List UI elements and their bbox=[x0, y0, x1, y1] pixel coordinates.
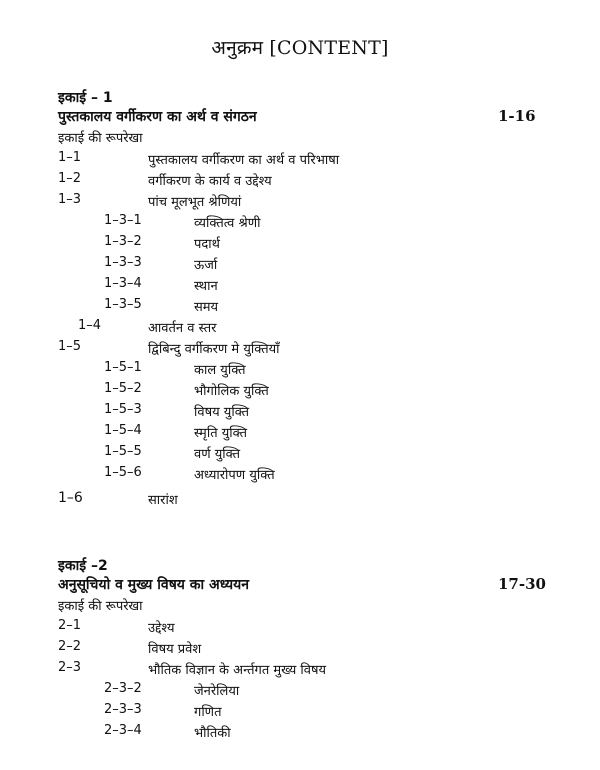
toc-row-title: वर्गीकरण के कार्य व उद्देश्य bbox=[148, 174, 272, 189]
toc-row bbox=[0, 681, 600, 702]
toc-row-title: अध्यारोपण युक्ति bbox=[194, 468, 275, 483]
toc-row bbox=[0, 213, 600, 234]
toc-row-title: भौतिक विज्ञान के अर्न्तगत मुख्य विषय bbox=[148, 663, 327, 678]
unit-title: अनुसूचियो व मुख्य विषय का अध्ययन bbox=[58, 577, 249, 593]
toc-row-number: 1–5–6 bbox=[104, 465, 142, 480]
toc-row bbox=[0, 402, 600, 423]
toc-row-title: भौगोलिक युक्ति bbox=[194, 384, 269, 399]
toc-row-title: गणित bbox=[194, 705, 222, 720]
toc-row-title: स्थान bbox=[194, 279, 218, 294]
toc-row-title: सारांश bbox=[148, 493, 178, 508]
toc-row-number: 1–5–1 bbox=[104, 360, 142, 375]
toc-row bbox=[0, 276, 600, 297]
unit-title: पुस्तकालय वर्गीकरण का अर्थ व संगठन bbox=[58, 109, 257, 125]
toc-row-title: आवर्तन व स्तर bbox=[148, 321, 217, 336]
unit-page-range: 17-30 bbox=[498, 575, 546, 593]
toc-row-number: 1–3–5 bbox=[104, 297, 142, 312]
toc-row-title: पुस्तकालय वर्गीकरण का अर्थ व परिभाषा bbox=[148, 153, 340, 168]
unit-label: इकाई – 1 bbox=[58, 90, 113, 106]
toc-row bbox=[0, 723, 600, 744]
toc-row-number: 1–3–1 bbox=[104, 213, 142, 228]
toc-row-number: 2–3–3 bbox=[104, 702, 142, 717]
toc-row-title: ऊर्जा bbox=[194, 258, 218, 273]
toc-row bbox=[0, 444, 600, 465]
unit-outline-heading: इकाई की रूपरेखा bbox=[58, 599, 143, 614]
toc-row bbox=[0, 318, 600, 339]
toc-row-number: 1–3–2 bbox=[104, 234, 142, 249]
unit-page-range: 1-16 bbox=[498, 107, 536, 125]
toc-row bbox=[0, 339, 600, 360]
toc-row-title: द्विबिन्दु वर्गीकरण मे युक्तियाँ bbox=[148, 342, 280, 357]
toc-row-title: वर्ण युक्ति bbox=[194, 447, 241, 462]
toc-row-title: स्मृति युक्ति bbox=[194, 426, 248, 441]
toc-row-number: 2–3–4 bbox=[104, 723, 142, 738]
toc-row-title: समय bbox=[194, 300, 219, 315]
toc-row-number: 2–1 bbox=[58, 618, 82, 633]
toc-row bbox=[0, 234, 600, 255]
toc-row-number: 1–2 bbox=[58, 171, 82, 186]
toc-row bbox=[0, 297, 600, 318]
toc-row bbox=[0, 360, 600, 381]
page-title: अनुक्रम [CONTENT] bbox=[211, 37, 389, 59]
toc-row-number: 1–6 bbox=[58, 490, 83, 506]
toc-row-title: उद्देश्य bbox=[148, 621, 175, 636]
unit-outline-heading: इकाई की रूपरेखा bbox=[58, 131, 143, 146]
toc-row-number: 1–1 bbox=[58, 150, 82, 165]
toc-row-number: 1–5–4 bbox=[104, 423, 142, 438]
toc-row-number: 1–4 bbox=[78, 318, 102, 333]
unit-label: इकाई –2 bbox=[58, 558, 108, 574]
toc-row-number: 1–3–4 bbox=[104, 276, 142, 291]
toc-row-number: 1–3 bbox=[58, 192, 82, 207]
toc-row bbox=[0, 490, 600, 511]
toc-row-number: 1–5–3 bbox=[104, 402, 142, 417]
toc-row-number: 1–5–2 bbox=[104, 381, 142, 396]
toc-row bbox=[0, 381, 600, 402]
toc-row-title: काल युक्ति bbox=[194, 363, 246, 378]
toc-row-title: विषय युक्ति bbox=[194, 405, 250, 420]
toc-row bbox=[0, 618, 600, 639]
toc-row bbox=[0, 423, 600, 444]
toc-row bbox=[0, 639, 600, 660]
toc-row bbox=[0, 660, 600, 681]
toc-row bbox=[0, 255, 600, 276]
toc-row bbox=[0, 702, 600, 723]
toc-row-number: 1–3–3 bbox=[104, 255, 142, 270]
toc-row bbox=[0, 171, 600, 192]
toc-row bbox=[0, 192, 600, 213]
toc-row bbox=[0, 150, 600, 171]
toc-row-title: विषय प्रवेश bbox=[148, 642, 202, 657]
toc-row-title: भौतिकी bbox=[194, 726, 231, 741]
toc-row-title: जेनरेलिया bbox=[194, 684, 240, 699]
toc-row-title: पांच मूलभूत श्रेणियां bbox=[148, 195, 242, 210]
toc-row bbox=[0, 465, 600, 486]
toc-row-number: 1–5 bbox=[58, 339, 82, 354]
toc-row-number: 1–5–5 bbox=[104, 444, 142, 459]
toc-row-number: 2–3 bbox=[58, 660, 82, 675]
toc-row-title: पदार्थ bbox=[194, 237, 220, 252]
toc-row-title: व्यक्तित्व श्रेणी bbox=[194, 216, 261, 231]
toc-row-number: 2–3–2 bbox=[104, 681, 142, 696]
toc-row-number: 2–2 bbox=[58, 639, 82, 654]
